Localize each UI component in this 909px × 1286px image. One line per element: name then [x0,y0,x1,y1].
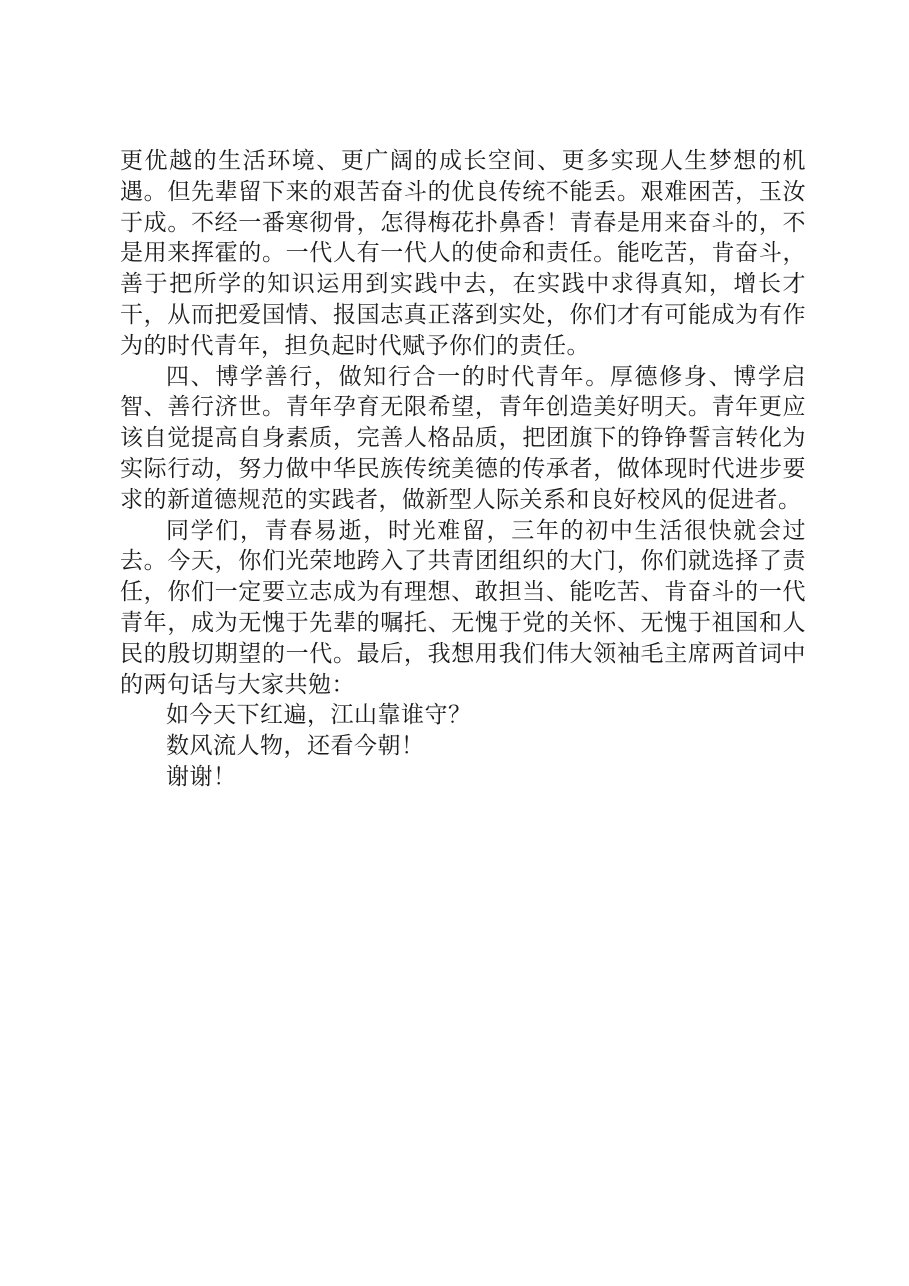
paragraph-section-four: 四、博学善行，做知行合一的时代青年。厚德修身、博学启智、善行济世。青年孕育无限希望，青年创造美好明天。青年更应该自觉提高自身素质，完善人格品质，把团旗下的铮铮誓言转化为实际行动，努力做中华民族传统美德的传承者，做体现时代进步要求的新道德规范的实践者，做新型人际关系和良好校风的促进者。 [120,363,806,513]
thanks-line: 谢谢！ [166,763,237,790]
poem-line-one: 如今天下红遍，江山靠谁守？ [166,702,472,729]
paragraph-continuation: 更优越的生活环境、更广阔的成长空间、更多实现人生梦想的机遇。但先辈留下来的艰苦奋斗的优良传统不能丢。艰难困苦，玉汝于成。不经一番寒彻骨，怎得梅花扑鼻香！青春是用来奋斗的，不是用来挥霍的。一代人有一代人的使命和责任。能吃苦，肯奋斗，善于把所学的知识运用到实践中去，在实践中求得真知，增长才干，从而把爱国情、报国志真正落到实处，你们才有可能成为有作为的时代青年，担负起时代赋予你们的责任。 [120,148,806,359]
document-body [120,146,806,793]
poem-line-two: 数风流人物，还看今朝！ [166,733,425,760]
paragraph-conclusion: 同学们，青春易逝，时光难留，三年的初中生活很快就会过去。今天，你们光荣地跨入了共青团组织的大门，你们就选择了责任，你们一定要立志成为有理想、敢担当、能吃苦、肯奋斗的一代青年，成为无愧于先辈的嘱托、无愧于党的关怀、无愧于祖国和人民的殷切期望的一代。最后，我想用我们伟大领袖毛主席两首词中的两句话与大家共勉： [120,517,806,698]
